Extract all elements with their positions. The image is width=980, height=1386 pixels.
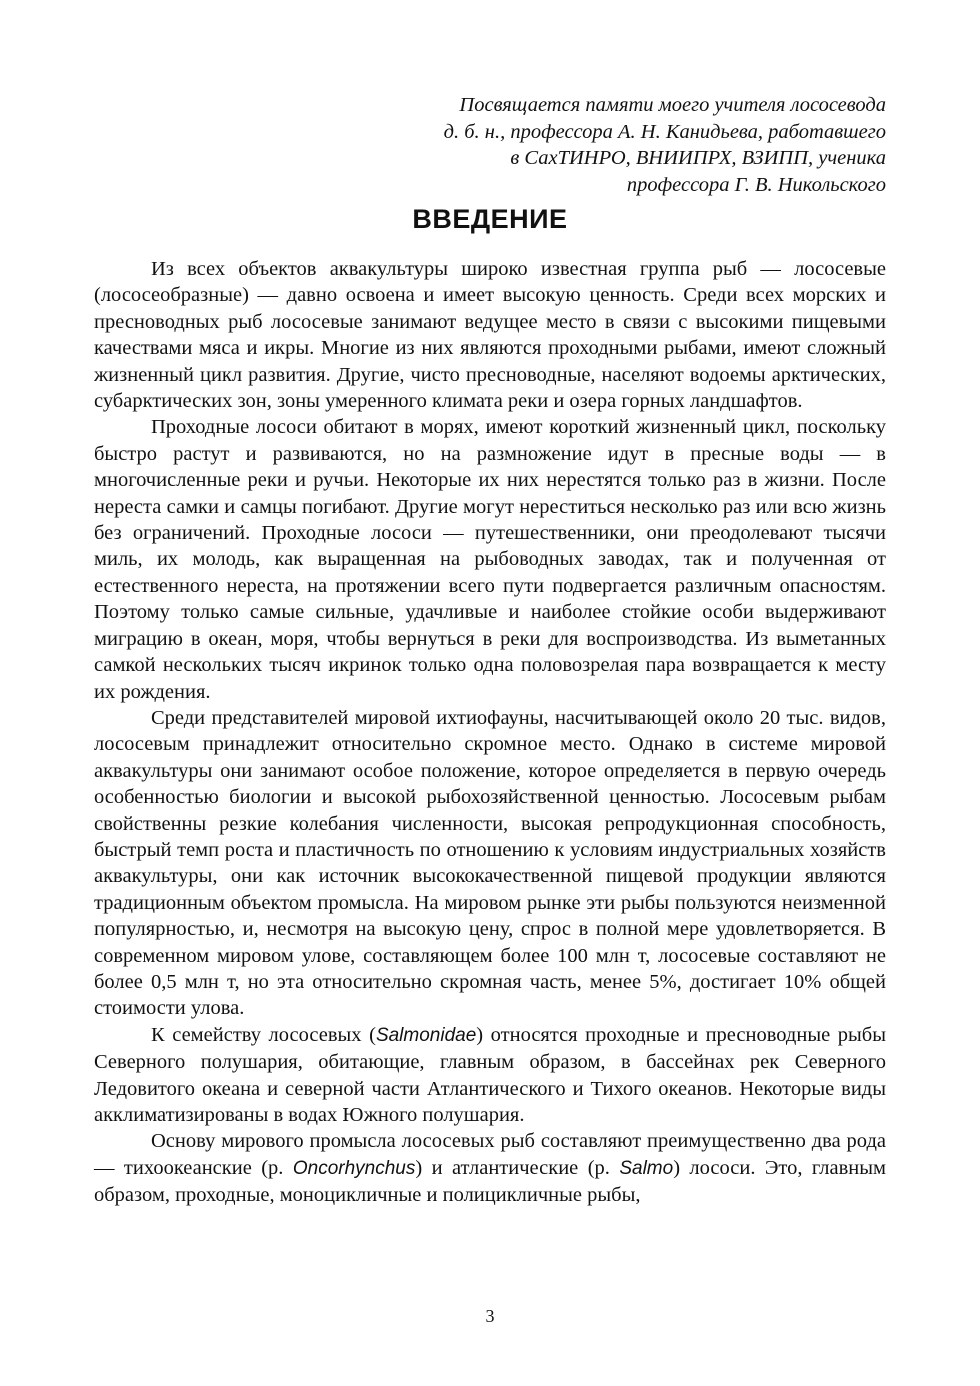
chapter-heading: ВВЕДЕНИЕ bbox=[412, 204, 568, 234]
paragraph-5-text: Основу мирового промысла лососевых рыб составляют преимущественно два рода — тихоокеанские (р. bbox=[94, 1130, 886, 1179]
paragraph-2: Проходные лососи обитают в морях, имеют короткий жизненный цикл, поскольку быстро растут и развиваются, но на размножение идут в пресные воды — в многочисленные реки и ручьи. Некоторые их них нерестятся только раз в жизни. После нереста самки и самцы погибают. Другие могут нереститься несколько раз или всю жизнь без ограничений. Проходные лососи — путешественники, они преодолевают тысячи миль, их молодь, как выращенная на рыбоводных заводах, так и полученная от естественного нереста, на протяжении всего пути подвергается различным опасностям. Поэтому только самые сильные, удачливые и наиболее стойкие особи выдерживают миграцию в океан, моря, чтобы вернуться в реки для воспроизводства. Из выметанных самкой нескольких тысяч икринок только одна половозрелая пара возвращается к месту их рождения. bbox=[94, 416, 886, 703]
paragraph-4-text: ) относятся проходные и пресноводные рыбы Северного полушария, обитающие, главным образом, в бассейнах рек Северного Ледовитого океана и северной части Атлантического и Тихого океанов. Некоторые виды акклиматизированы в водах Южного полушария. bbox=[94, 1023, 886, 1126]
latin-term-salmo: Salmo bbox=[619, 1157, 674, 1179]
page-number: 3 bbox=[485, 1306, 495, 1326]
latin-term-oncorhynchus: Oncorhynchus bbox=[292, 1157, 416, 1179]
paragraph-4-text: К семейству лососевых ( bbox=[151, 1023, 376, 1046]
paragraph-5-text: ) лососи. Это, главным образом, проходные, моноцикличные и полицикличные рыбы, bbox=[94, 1156, 886, 1207]
paragraph-1: Из всех объектов аквакультуры широко известная группа рыб — лососевые (лососеобразные) — давно освоена и имеет высокую ценность. Среди всех морских и пресноводных рыб лососевые занимают ведущее место в связи с высокими пищевыми качествами мяса и икры. Многие из них являются проходными рыбами, имеют сложный жизненный цикл развития. Другие, чисто пресноводные, населяют водоемы арктических, субарктических зон, зоны умеренного климата реки и озера горных ландшафтов. bbox=[94, 258, 886, 413]
paragraph-5-text: ) и атлантические (р. bbox=[415, 1156, 620, 1179]
dedication-line: в СахТИНРО, ВНИИПРХ, ВЗИПП, ученика bbox=[510, 147, 886, 169]
dedication bbox=[94, 92, 886, 198]
dedication-line: профессора Г. В. Никольского bbox=[626, 173, 886, 196]
paragraph-5 bbox=[94, 1128, 886, 1208]
dedication-line: д. б. н., профессора А. Н. Канидьева, работавшего bbox=[443, 120, 886, 143]
paragraph-3: Среди представителей мировой ихтиофауны, насчитывающей около 20 тыс. видов, лососевым принадлежит относительно скромное место. Однако в системе мировой аквакультуры они занимают особое положение, которое определяется в первую очередь особенностью биологии и высокой рыбохозяйственной ценностью. Лососевым рыбам свойственны резкие колебания численности, высокая репродукционная способность, быстрый темп роста и пластичность по отношению к условиям индустриальных хозяйств аквакультуры, они как источник высококачественной пищевой продукции являются традиционным объектом промысла. На мировом рынке эти рыбы пользуются неизменной популярностью, и, несмотря на высокую цену, спрос в полной мере удовлетворяется. В современном мировом улове, составляющем более 100 млн т, лососевые составляют не более 0,5 млн т, но эта относительно скромная часть, менее 5%, достигает 10% общей стоимости улова. bbox=[94, 706, 886, 1020]
document-page bbox=[94, 92, 886, 1312]
paragraph-4 bbox=[94, 1022, 886, 1129]
dedication-line: Посвящается памяти моего учителя лососевода bbox=[459, 94, 886, 116]
latin-term-salmonidae: Salmonidae bbox=[375, 1024, 477, 1046]
